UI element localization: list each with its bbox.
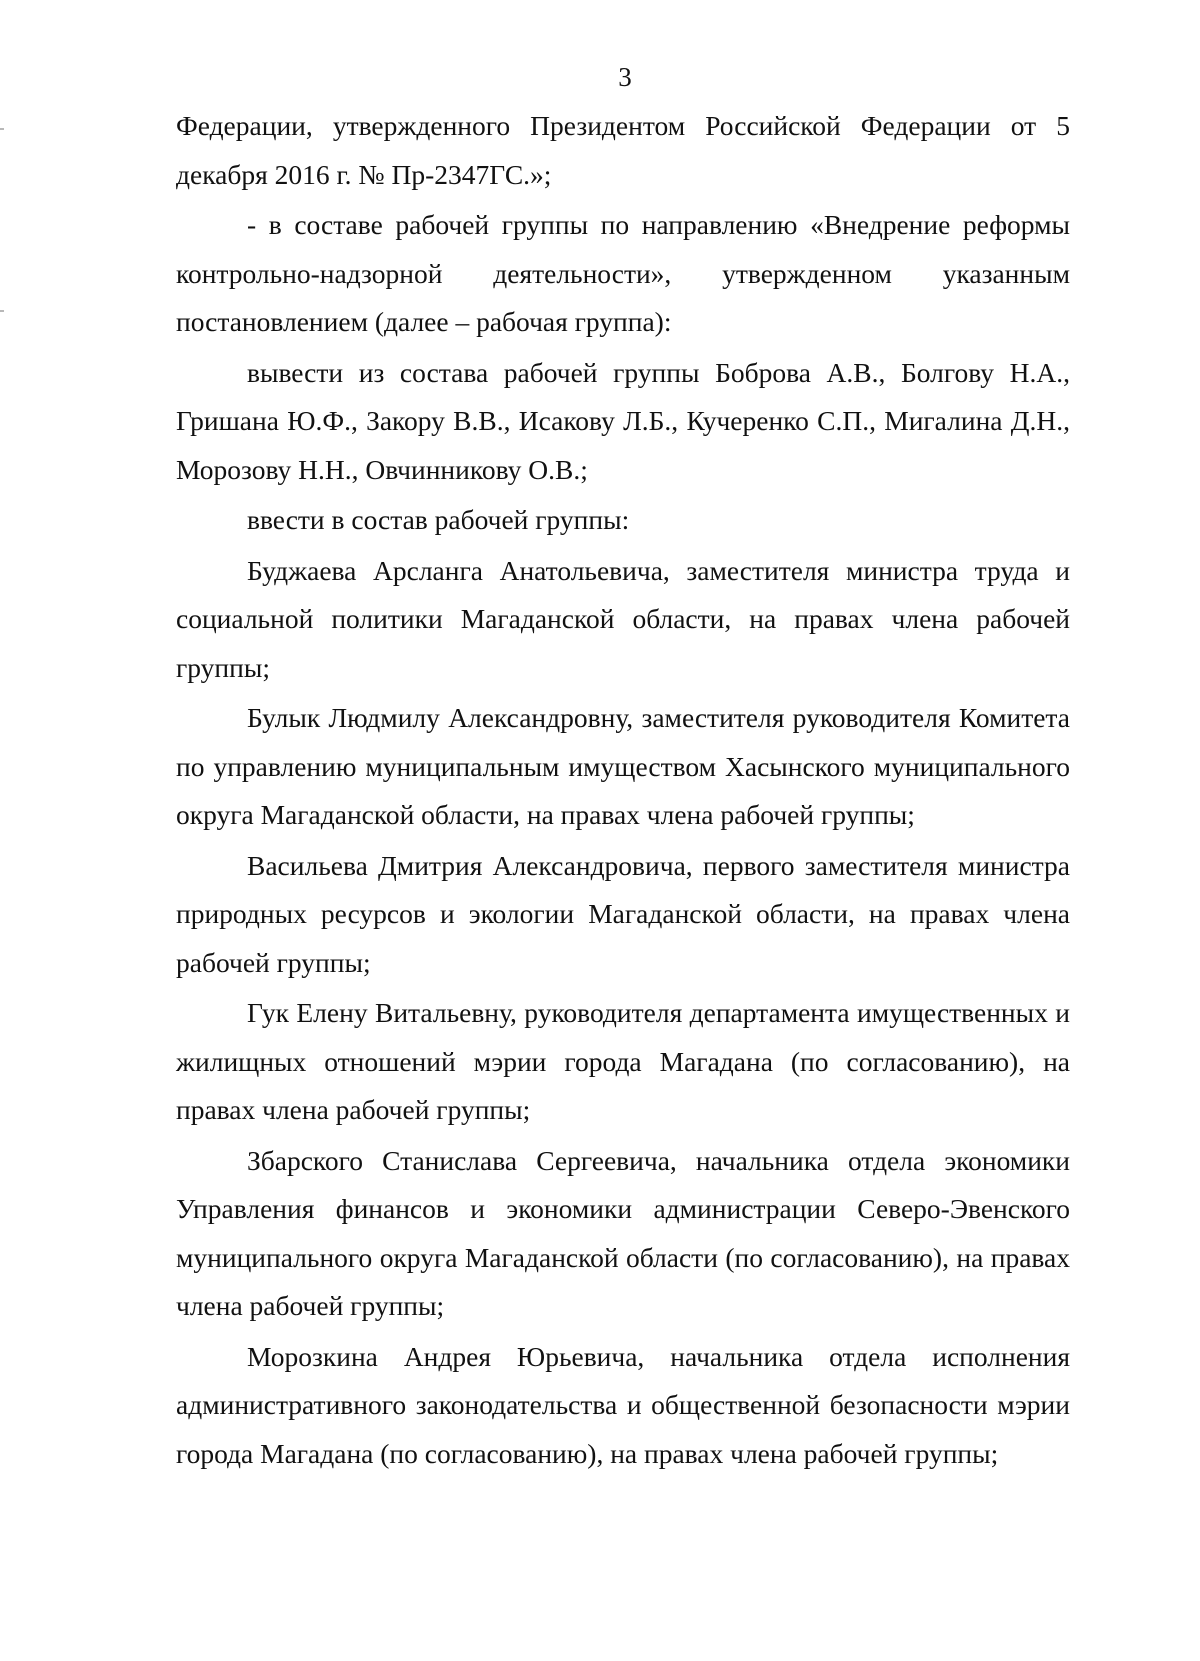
- paragraph-remove-members: вывести из состава рабочей группы Боброва А.В., Болгову Н.А., Гришана Ю.Ф., Закору В.В., Исакову Л.Б., Кучеренко С.П., Мигалина Д.Н., Морозову Н.Н., Овчинникову О.В.;: [176, 356, 1070, 485]
- page-number: 3: [618, 62, 632, 92]
- paragraph-continuation: Федерации, утвержденного Президентом Российской Федерации от 5 декабря 2016 г. № Пр-2347ГС.»;: [176, 110, 1070, 190]
- paragraph-member-vasiliev: Васильева Дмитрия Александровича, первого заместителя министра природных ресурсов и экологии Магаданской области, на правах члена рабочей группы;: [176, 849, 1070, 978]
- scan-artifact-mark: [0, 310, 4, 312]
- paragraph-member-guk: Гук Елену Витальевну, руководителя департамента имущественных и жилищных отношений мэрии города Магадана (по согласованию), на правах члена рабочей группы;: [176, 997, 1070, 1125]
- scan-artifact-mark: [0, 128, 4, 130]
- paragraph-member-zbarsky: Збарского Станислава Сергеевича, начальника отдела экономики Управления финансов и экономики администрации Северо-Эвенского муниципального округа Магаданской области (по согласованию), на правах члена рабочей группы;: [176, 1144, 1070, 1321]
- paragraph-add-members-intro: ввести в состав рабочей группы:: [247, 504, 630, 535]
- paragraph-member-bulyk: Булык Людмилу Александровну, заместителя руководителя Комитета по управлению муниципальным имуществом Хасынского муниципального округа Магаданской области, на правах члена рабочей группы;: [176, 702, 1070, 830]
- paragraph-member-budzhaev: Буджаева Арсланга Анатольевича, заместителя министра труда и социальной политики Магаданской области, на правах члена рабочей группы;: [176, 554, 1070, 683]
- document-body: [176, 102, 1070, 1478]
- paragraph-member-morozkin: Морозкина Андрея Юрьевича, начальника отдела исполнения административного законодательства и общественной безопасности мэрии города Магадана (по согласованию), на правах члена рабочей группы;: [176, 1340, 1070, 1469]
- paragraph-working-group-item: - в составе рабочей группы по направлению «Внедрение реформы контрольно-надзорной деятельности», утвержденном указанным постановлением (далее – рабочая группа):: [176, 209, 1070, 337]
